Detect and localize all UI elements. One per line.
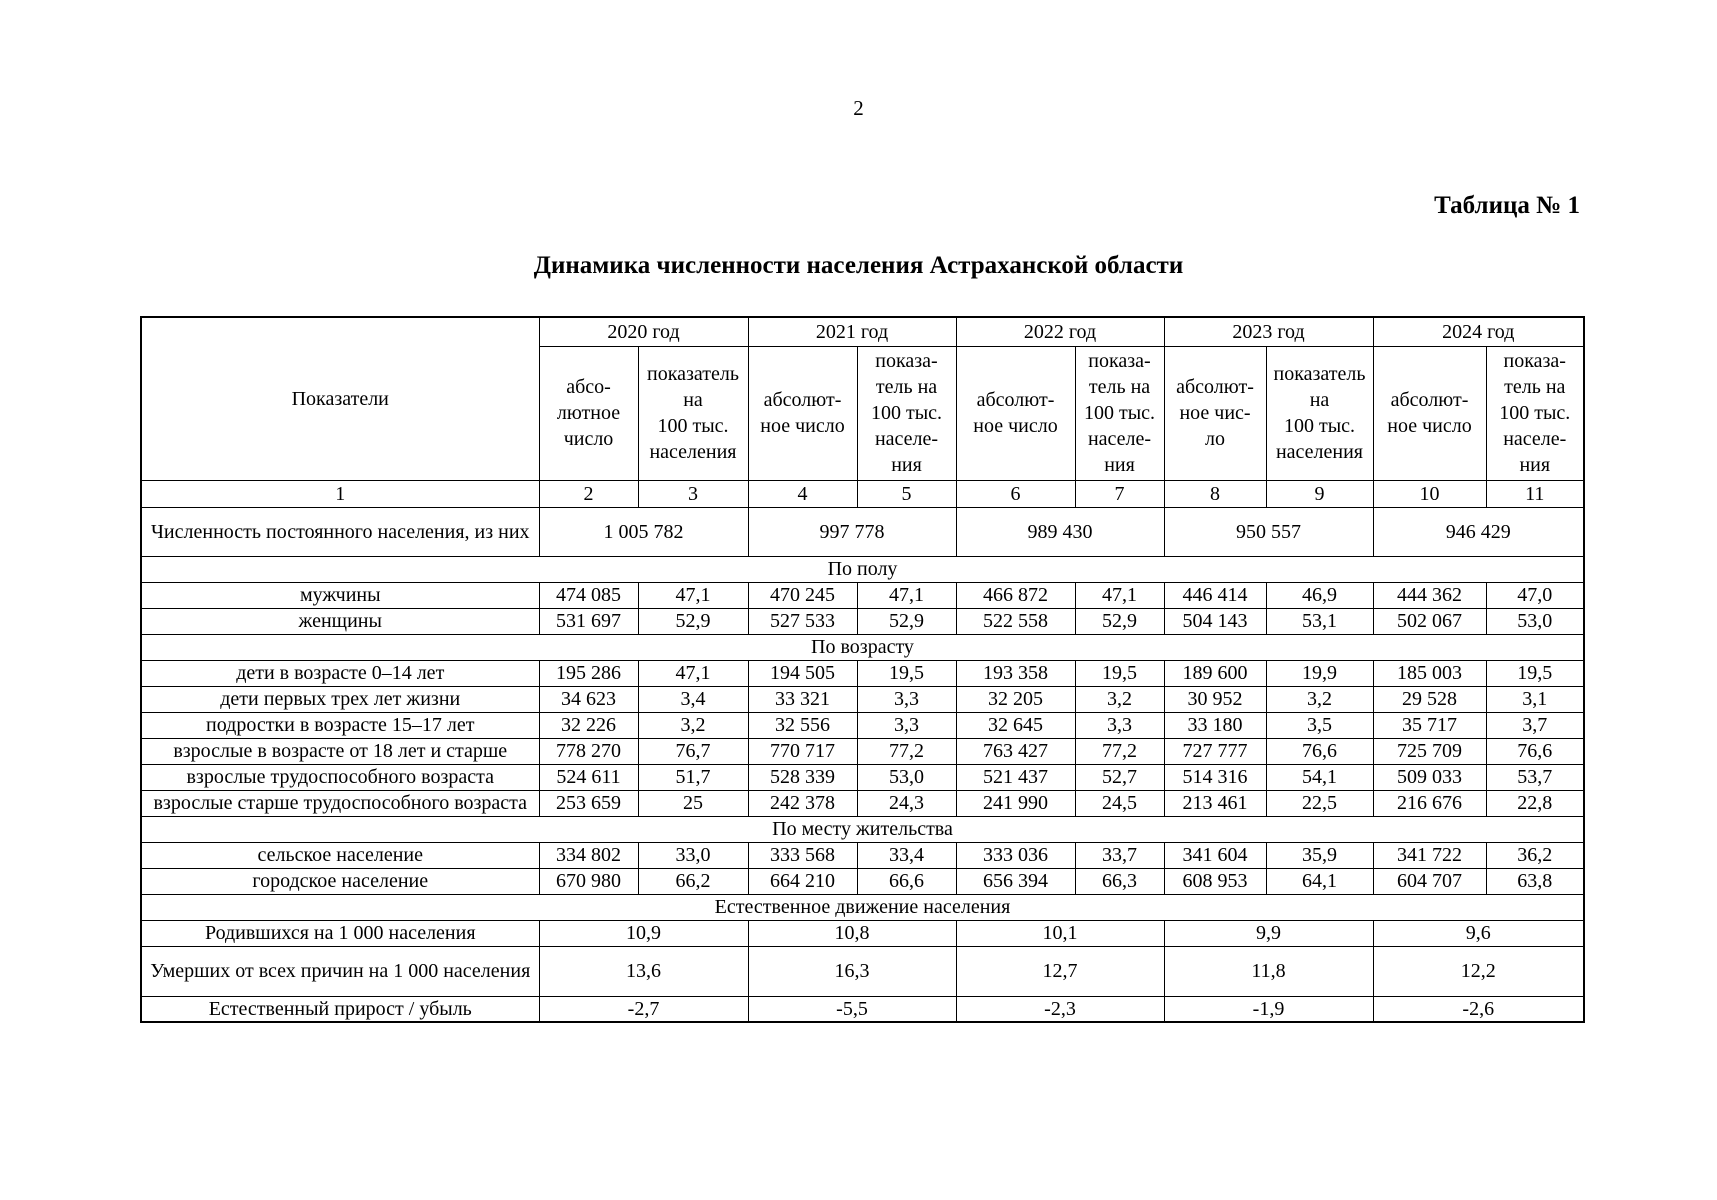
row-label: Умерших от всех причин на 1 000 населения [141, 946, 539, 996]
rate-value: 12,7 [956, 946, 1164, 996]
table-row [141, 920, 1584, 946]
data-cell: 76,6 [1486, 738, 1584, 764]
subcolumn-header [1075, 346, 1164, 480]
table-row [141, 582, 1584, 608]
data-cell: 514 316 [1164, 764, 1266, 790]
year-header: 2023 год [1164, 317, 1373, 346]
document-title: Динамика численности населения Астраханской области [533, 252, 1184, 279]
total-value: 946 429 [1373, 507, 1584, 556]
data-cell: 64,1 [1266, 868, 1373, 894]
data-cell: 52,9 [857, 608, 956, 634]
year-header: 2024 год [1373, 317, 1584, 346]
data-cell: 522 558 [956, 608, 1075, 634]
row-label: сельское население [141, 842, 539, 868]
data-cell: 46,9 [1266, 582, 1373, 608]
subcolumn-header-line: ния [1104, 454, 1135, 476]
data-cell: 3,3 [857, 712, 956, 738]
data-cell: 3,2 [638, 712, 748, 738]
data-cell: 608 953 [1164, 868, 1266, 894]
table-row [141, 996, 1584, 1022]
column-number: 3 [638, 480, 748, 507]
data-cell: 47,1 [638, 660, 748, 686]
total-value: 950 557 [1164, 507, 1373, 556]
data-cell: 778 270 [539, 738, 638, 764]
section-title: По возрасту [141, 634, 1584, 660]
data-cell: 3,5 [1266, 712, 1373, 738]
subcolumn-header-line: абсо- [566, 376, 611, 398]
subcolumn-header-line: ное число [1387, 415, 1472, 437]
data-cell: 52,7 [1075, 764, 1164, 790]
data-cell: 524 611 [539, 764, 638, 790]
column-number: 5 [857, 480, 956, 507]
data-cell: 22,8 [1486, 790, 1584, 816]
data-cell: 22,5 [1266, 790, 1373, 816]
data-cell: 47,1 [1075, 582, 1164, 608]
data-cell: 194 505 [748, 660, 857, 686]
column-number: 7 [1075, 480, 1164, 507]
data-cell: 33,4 [857, 842, 956, 868]
data-cell: 504 143 [1164, 608, 1266, 634]
subcolumn-header [638, 346, 748, 480]
subcolumn-header-line: населения [649, 441, 737, 463]
subcolumn-header-line: ния [891, 454, 922, 476]
population-table [140, 316, 1585, 1023]
data-cell: 195 286 [539, 660, 638, 686]
data-cell: 213 461 [1164, 790, 1266, 816]
subcolumn-header-line: ния [1519, 454, 1551, 476]
column-number: 9 [1266, 480, 1373, 507]
data-cell: 24,5 [1075, 790, 1164, 816]
data-cell: 19,9 [1266, 660, 1373, 686]
column-number: 1 [141, 480, 539, 507]
data-cell: 54,1 [1266, 764, 1373, 790]
column-number: 4 [748, 480, 857, 507]
subcolumn-header-line: число [563, 428, 614, 450]
data-cell: 531 697 [539, 608, 638, 634]
data-cell: 76,6 [1266, 738, 1373, 764]
subcolumn-header [748, 346, 857, 480]
data-cell: 474 085 [539, 582, 638, 608]
subcolumn-header [1373, 346, 1486, 480]
table-label: Таблица № 1 [1434, 192, 1580, 219]
rate-value: -2,6 [1373, 996, 1584, 1022]
table-row [141, 686, 1584, 712]
total-population-row [141, 507, 1584, 556]
subcolumn-header [539, 346, 638, 480]
table-row [141, 764, 1584, 790]
table-row [141, 738, 1584, 764]
data-cell: 32 226 [539, 712, 638, 738]
data-cell: 725 709 [1373, 738, 1486, 764]
data-cell: 446 414 [1164, 582, 1266, 608]
data-cell: 333 568 [748, 842, 857, 868]
subcolumn-header-line: ное чис- [1179, 402, 1251, 424]
rate-value: -2,3 [956, 996, 1164, 1022]
data-cell: 241 990 [956, 790, 1075, 816]
data-cell: 189 600 [1164, 660, 1266, 686]
data-cell: 604 707 [1373, 868, 1486, 894]
section-row [141, 556, 1584, 582]
data-cell: 51,7 [638, 764, 748, 790]
data-cell: 3,3 [1075, 712, 1164, 738]
subcolumn-header-line: ное число [973, 415, 1058, 437]
table-body [141, 317, 1584, 1022]
table-row [141, 868, 1584, 894]
data-cell: 30 952 [1164, 686, 1266, 712]
subcolumn-header-line: 100 тыс. [1283, 415, 1356, 437]
data-cell: 466 872 [956, 582, 1075, 608]
column-numbers-row [141, 480, 1584, 507]
data-cell: 53,0 [857, 764, 956, 790]
data-cell: 47,1 [638, 582, 748, 608]
rate-value: 10,9 [539, 920, 748, 946]
data-cell: 341 722 [1373, 842, 1486, 868]
data-cell: 341 604 [1164, 842, 1266, 868]
subcolumn-header-line: показа- [1503, 350, 1566, 372]
table-row [141, 790, 1584, 816]
section-row [141, 634, 1584, 660]
rate-value: 10,1 [956, 920, 1164, 946]
data-cell: 216 676 [1373, 790, 1486, 816]
section-title: По полу [141, 556, 1584, 582]
subcolumn-header-line: на [683, 389, 703, 411]
column-number: 8 [1164, 480, 1266, 507]
subcolumn-header-line: показатель [1273, 363, 1366, 385]
header-years-row [141, 317, 1584, 346]
page-number: 2 [853, 96, 864, 120]
data-cell: 333 036 [956, 842, 1075, 868]
data-cell: 34 623 [539, 686, 638, 712]
data-cell: 502 067 [1373, 608, 1486, 634]
data-cell: 509 033 [1373, 764, 1486, 790]
subcolumn-header-line: 100 тыс. [1499, 402, 1571, 424]
section-row [141, 816, 1584, 842]
data-cell: 47,0 [1486, 582, 1584, 608]
total-value: 1 005 782 [539, 507, 748, 556]
data-cell: 33 180 [1164, 712, 1266, 738]
subcolumn-header-line: показатель [647, 363, 739, 385]
subcolumn-header [857, 346, 956, 480]
row-label: мужчины [141, 582, 539, 608]
rate-value: 16,3 [748, 946, 956, 996]
subcolumn-header-line: тель на [875, 376, 938, 398]
data-cell: 253 659 [539, 790, 638, 816]
subcolumn-header-line: населения [1275, 441, 1364, 463]
table-row [141, 842, 1584, 868]
data-cell: 185 003 [1373, 660, 1486, 686]
data-cell: 53,0 [1486, 608, 1584, 634]
data-cell: 53,7 [1486, 764, 1584, 790]
data-cell: 24,3 [857, 790, 956, 816]
data-cell: 470 245 [748, 582, 857, 608]
data-cell: 63,8 [1486, 868, 1584, 894]
year-header: 2020 год [539, 317, 748, 346]
subcolumn-header-line: тель на [1088, 376, 1151, 398]
subcolumn-header-line: 100 тыс. [657, 415, 729, 437]
year-header: 2021 год [748, 317, 956, 346]
row-label: дети первых трех лет жизни [141, 686, 539, 712]
data-cell: 19,5 [1486, 660, 1584, 686]
data-cell: 33 321 [748, 686, 857, 712]
rate-value: 9,6 [1373, 920, 1584, 946]
data-cell: 444 362 [1373, 582, 1486, 608]
subcolumn-header-line: населе- [1503, 428, 1567, 450]
subcolumn-header [1266, 346, 1373, 480]
data-cell: 53,1 [1266, 608, 1373, 634]
data-cell: 727 777 [1164, 738, 1266, 764]
subcolumn-header-line: абсолют- [976, 389, 1055, 411]
data-cell: 770 717 [748, 738, 857, 764]
data-cell: 3,2 [1075, 686, 1164, 712]
rate-value: 13,6 [539, 946, 748, 996]
table-row [141, 946, 1584, 996]
data-cell: 521 437 [956, 764, 1075, 790]
data-cell: 193 358 [956, 660, 1075, 686]
section-title: По месту жительства [141, 816, 1584, 842]
subcolumn-header [1164, 346, 1266, 480]
subcolumn-header-line: населе- [1087, 428, 1152, 450]
data-cell: 670 980 [539, 868, 638, 894]
data-cell: 32 556 [748, 712, 857, 738]
data-cell: 527 533 [748, 608, 857, 634]
rate-value: -5,5 [748, 996, 956, 1022]
row-label: дети в возрасте 0–14 лет [141, 660, 539, 686]
row-label: городское население [141, 868, 539, 894]
data-cell: 3,1 [1486, 686, 1584, 712]
data-cell: 656 394 [956, 868, 1075, 894]
data-cell: 35,9 [1266, 842, 1373, 868]
data-cell: 664 210 [748, 868, 857, 894]
data-cell: 3,2 [1266, 686, 1373, 712]
subcolumn-header-line: лютное [556, 402, 621, 424]
subcolumn-header [956, 346, 1075, 480]
subcolumn-header-line: абсолют- [1176, 376, 1254, 398]
data-cell: 52,9 [638, 608, 748, 634]
data-cell: 33,7 [1075, 842, 1164, 868]
data-cell: 19,5 [857, 660, 956, 686]
data-cell: 528 339 [748, 764, 857, 790]
subcolumn-header-line: абсолют- [763, 389, 842, 411]
row-label: Естественный прирост / убыль [141, 996, 539, 1022]
data-cell: 47,1 [857, 582, 956, 608]
data-cell: 77,2 [857, 738, 956, 764]
row-label: взрослые трудоспособного возраста [141, 764, 539, 790]
row-label: женщины [141, 608, 539, 634]
row-label: Родившихся на 1 000 населения [141, 920, 539, 946]
subcolumn-header-line: на [1309, 389, 1330, 411]
rate-value: 10,8 [748, 920, 956, 946]
data-cell: 334 802 [539, 842, 638, 868]
data-cell: 25 [638, 790, 748, 816]
section-title: Естественное движение населения [141, 894, 1584, 920]
data-cell: 242 378 [748, 790, 857, 816]
data-cell: 76,7 [638, 738, 748, 764]
data-cell: 32 645 [956, 712, 1075, 738]
row-label: Численность постоянного населения, из них [141, 507, 539, 556]
column-number: 10 [1373, 480, 1486, 507]
data-cell: 3,4 [638, 686, 748, 712]
total-value: 989 430 [956, 507, 1164, 556]
data-cell: 35 717 [1373, 712, 1486, 738]
subcolumn-header-line: ное число [760, 415, 845, 437]
subcolumn-header-line: 100 тыс. [870, 402, 943, 424]
rate-value: 9,9 [1164, 920, 1373, 946]
table-row [141, 660, 1584, 686]
data-cell: 77,2 [1075, 738, 1164, 764]
column-number: 2 [539, 480, 638, 507]
data-cell: 3,7 [1486, 712, 1584, 738]
indicator-header: Показатели [141, 317, 539, 480]
rate-value: -2,7 [539, 996, 748, 1022]
row-label: подростки в возрасте 15–17 лет [141, 712, 539, 738]
data-cell: 52,9 [1075, 608, 1164, 634]
subcolumn-header-line: тель на [1504, 376, 1566, 398]
column-number: 6 [956, 480, 1075, 507]
year-header: 2022 год [956, 317, 1164, 346]
column-number: 11 [1486, 480, 1584, 507]
data-cell: 66,3 [1075, 868, 1164, 894]
subcolumn-header-line: ло [1205, 428, 1225, 450]
subcolumn-header [1486, 346, 1584, 480]
data-cell: 3,3 [857, 686, 956, 712]
data-cell: 29 528 [1373, 686, 1486, 712]
subcolumn-header-line: абсолют- [1390, 389, 1469, 411]
subcolumn-header-line: показа- [1088, 350, 1151, 372]
table-row [141, 608, 1584, 634]
subcolumn-header-line: показа- [875, 350, 938, 372]
table-row [141, 712, 1584, 738]
rate-value: 11,8 [1164, 946, 1373, 996]
data-cell: 66,2 [638, 868, 748, 894]
data-cell: 36,2 [1486, 842, 1584, 868]
subcolumn-header-line: 100 тыс. [1083, 402, 1156, 424]
section-row [141, 894, 1584, 920]
data-cell: 33,0 [638, 842, 748, 868]
subcolumn-header-line: населе- [874, 428, 939, 450]
data-cell: 32 205 [956, 686, 1075, 712]
row-label: взрослые в возрасте от 18 лет и старше [141, 738, 539, 764]
total-value: 997 778 [748, 507, 956, 556]
row-label: взрослые старше трудоспособного возраста [141, 790, 539, 816]
rate-value: 12,2 [1373, 946, 1584, 996]
data-cell: 66,6 [857, 868, 956, 894]
rate-value: -1,9 [1164, 996, 1373, 1022]
data-cell: 763 427 [956, 738, 1075, 764]
data-cell: 19,5 [1075, 660, 1164, 686]
